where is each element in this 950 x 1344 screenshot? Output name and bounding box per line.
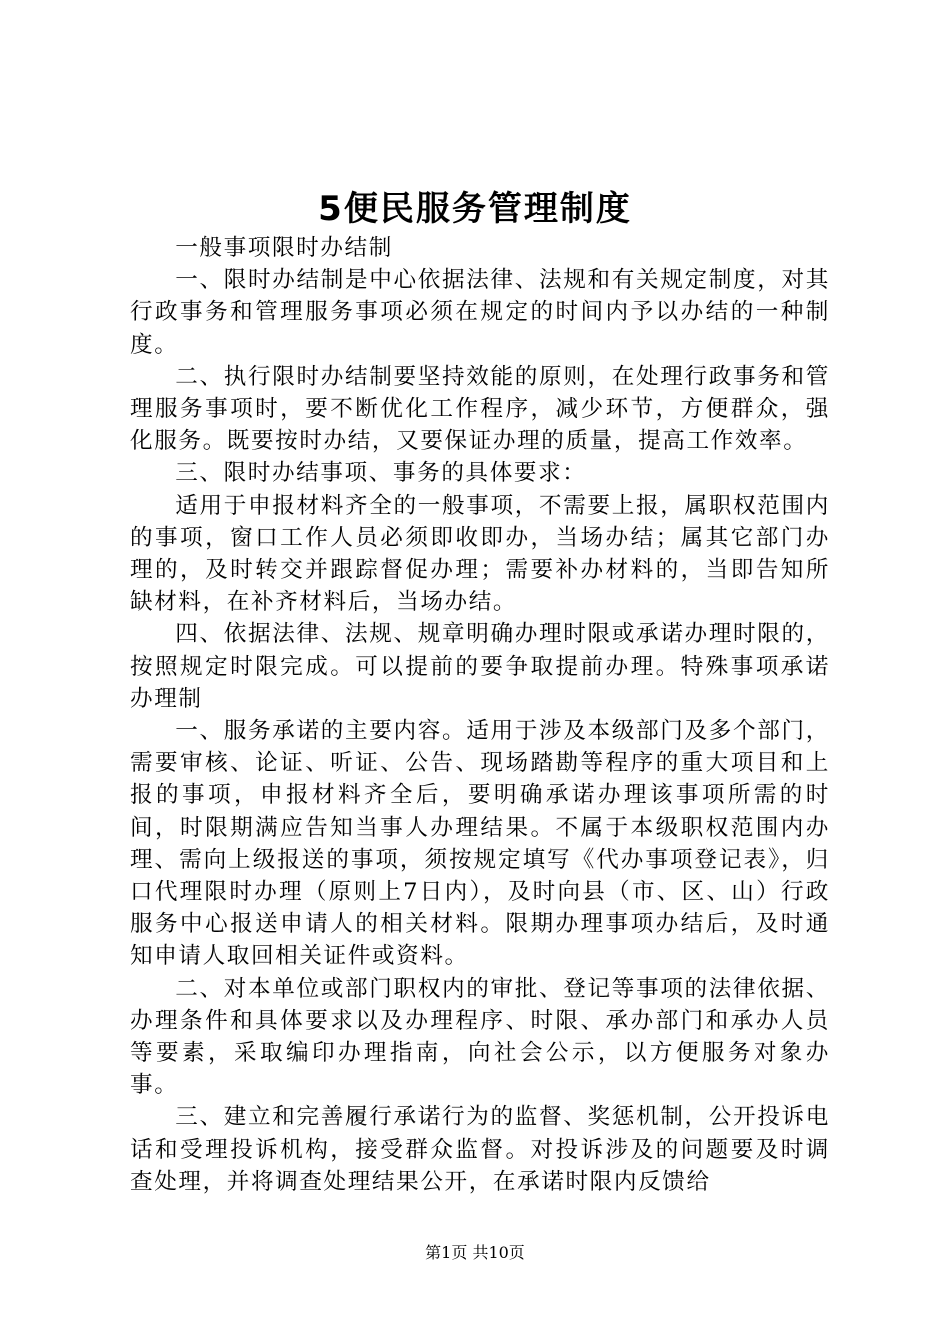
paragraph: 一般事项限时办结制	[175, 235, 393, 261]
paragraph: 一、服务承诺的主要内容。适用于涉及本级部门及多个部门，需要审核、论证、听证、公告、现场踏勘等程序的重大项目和上报的事项，申报材料齐全后，要明确承诺办理该事项所需的时间，时限期满应告知当事人办理结果。不属于本级职权范围内办理、需向上级报送的事项，须按规定填写《代办事项登记表》，归口代理限时办理（原则上7日内），及时向县（市、区、山）行政服务中心报送申请人的相关材料。限期办理事项办结后，及时通知申请人取回相关证件或资料。	[130, 718, 830, 970]
paragraph: 二、执行限时办结制要坚持效能的原则，在处理行政事务和管理服务事项时，要不断优化工作程序，减少环节，方便群众，强化服务。既要按时办结，又要保证办理的质量，提高工作效率。	[130, 363, 830, 455]
paragraph: 三、限时办结事项、事务的具体要求：	[175, 460, 587, 487]
paragraph: 四、依据法律、法规、规章明确办理时限或承诺办理时限的，按照规定时限完成。可以提前的要争取提前办理。特殊事项承诺办理制	[130, 621, 830, 712]
paragraph: 二、对本单位或部门职权内的审批、登记等事项的法律依据、办理条件和具体要求以及办理程序、时限、承办部门和承办人员等要素，采取编印办理指南，向社会公示，以方便服务对象办事。	[130, 975, 830, 1099]
page-number-footer: 第1页 共10页	[425, 1243, 525, 1262]
paragraph: 一、限时办结制是中心依据法律、法规和有关规定制度，对其行政事务和管理服务事项必须在规定的时间内予以办结的一种制度。	[130, 267, 830, 358]
document-body	[130, 232, 830, 1198]
document-title: 5便民服务管理制度	[318, 189, 632, 229]
paragraph: 适用于申报材料齐全的一般事项，不需要上报，属职权范围内的事项，窗口工作人员必须即收即办，当场办结；属其它部门办理的，及时转交并跟踪督促办理；需要补办材料的，当即告知所缺材料，在补齐材料后，当场办结。	[130, 492, 830, 616]
paragraph: 三、建立和完善履行承诺行为的监督、奖惩机制，公开投诉电话和受理投诉机构，接受群众监督。对投诉涉及的问题要及时调查处理，并将调查处理结果公开，在承诺时限内反馈给	[130, 1104, 830, 1195]
